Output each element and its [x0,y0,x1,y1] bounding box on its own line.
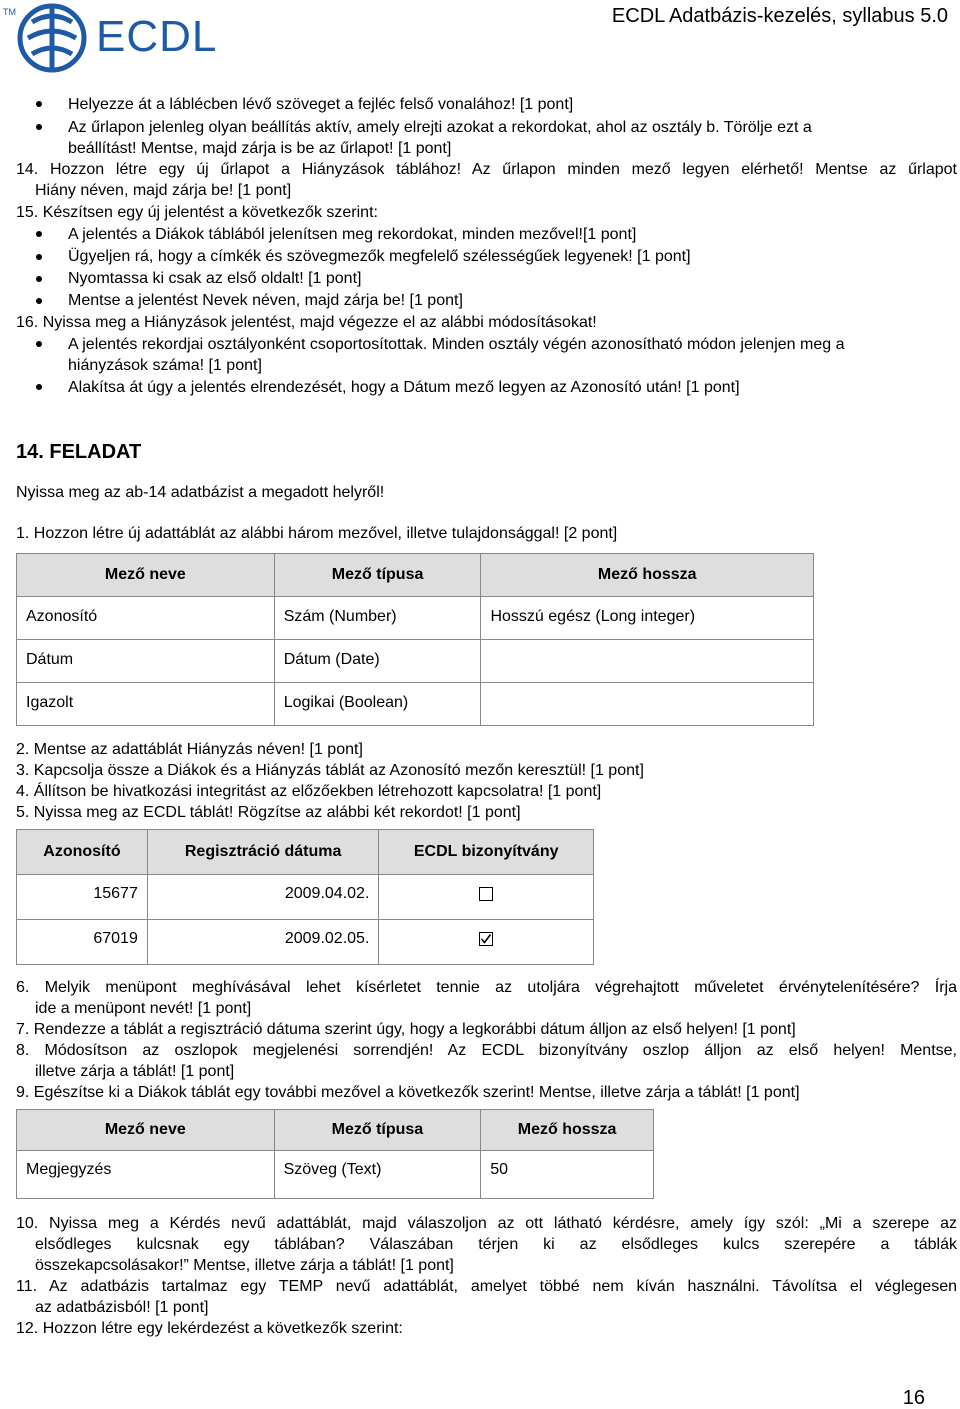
section-intro: Nyissa meg az ab-14 adatbázist a megadott helyről! [16,484,385,501]
extra-field-table [16,1109,654,1199]
table-cell: Megjegyzés [17,1151,275,1199]
table-cell: Azonosító [17,597,275,640]
question-10: 10. Nyissa meg a Kérdés nevű adattáblát, majd válaszoljon az ott látható kérdésre, amely így szól: „Mi a szerepe az [16,1215,957,1232]
table-row [17,640,814,683]
question-10-continuation: elsődleges kulcsnak egy táblában? Válaszában térjen ki az elsődleges kulcs szerepére a táblák [35,1236,957,1253]
bullet-icon [36,254,42,260]
table-cell [481,683,814,726]
list-item: Alakítsa át úgy a jelentés elrendezését, hogy a Dátum mező legyen az Azonosító után! [1 pont] [68,379,740,396]
table-cell [379,920,594,965]
task-15: 15. Készítsen egy új jelentést a következők szerint: [16,204,378,221]
table-cell: Szám (Number) [274,597,481,640]
checked-checkbox-icon[interactable] [479,932,493,946]
table-row [17,920,594,965]
table-cell: 50 [481,1151,654,1199]
table-row [17,683,814,726]
table-cell: 67019 [17,920,148,965]
bullet-icon [36,101,42,107]
question-9: 9. Egészítse ki a Diákok táblát egy további mezővel a következők szerint! Mentse, illetve zárja a táblát! [1 pont] [16,1084,800,1101]
question-7: 7. Rendezze a táblát a regisztráció dátuma szerint úgy, hogy a legkorábbi dátum álljon az első helyen! [1 pont] [16,1021,796,1038]
table-row [17,875,594,920]
table-header-cell: Mező típusa [274,554,481,597]
question-6: 6. Melyik menüpont meghívásával lehet kísérletet tennie az utoljára végrehajtott műveletet érvénytelenítésére? Írja [16,979,957,996]
list-item-continuation: beállítást! Mentse, majd zárja is be az űrlapot! [1 pont] [68,140,452,157]
question-2: 2. Mentse az adattáblát Hiányzás néven! [1 pont] [16,741,363,758]
table-header-cell: Mező hossza [481,1110,654,1151]
logo-text: ECDL [96,12,218,61]
question-5: 5. Nyissa meg az ECDL táblát! Rögzítse az alábbi két rekordot! [1 pont] [16,804,521,821]
table-cell: 2009.04.02. [147,875,379,920]
table-header-cell: Mező neve [17,554,275,597]
table-cell [379,875,594,920]
table-header-cell: Azonosító [17,830,148,875]
list-item: A jelentés rekordjai osztályonként csoportosítottak. Minden osztály végén azonosítható módon jelenjen meg a [68,336,845,353]
question-6-continuation: ide a menüpont nevét! [1 pont] [35,1000,252,1017]
list-item-continuation: hiányzások száma! [1 pont] [68,357,262,374]
question-4: 4. Állítson be hivatkozási integritást az előzőekben létrehozott kapcsolatra! [1 pont] [16,783,602,800]
fields-table [16,553,814,726]
table-header-cell: Mező neve [17,1110,275,1151]
question-11: 11. Az adatbázis tartalmaz egy TEMP nevű adattáblát, amelyet többé nem kíván használni. Távolítsa el véglegesen [16,1278,957,1295]
question-12: 12. Hozzon létre egy lekérdezést a következők szerint: [16,1320,403,1337]
table-cell: Dátum [17,640,275,683]
document-title: ECDL Adatbázis-kezelés, syllabus 5.0 [611,5,948,27]
table-header-cell: Regisztráció dátuma [147,830,379,875]
list-item: Ügyeljen rá, hogy a címkék és szövegmezők megfelelő szélességűek legyenek! [1 pont] [68,248,691,265]
table-header-cell: Mező típusa [274,1110,481,1151]
bullet-icon [36,276,42,282]
bullet-icon [36,384,42,390]
header [0,0,960,75]
list-item: A jelentés a Diákok táblából jelenítsen meg rekordokat, minden mezővel![1 pont] [68,226,637,243]
page-number: 16 [902,1387,925,1409]
task-14: 14. Hozzon létre egy új űrlapot a Hiányzások táblához! Az űrlapon minden mező legyen elérhető! Mentse az űrlapot [16,161,957,178]
bullet-icon [36,341,42,347]
table-cell: Igazolt [17,683,275,726]
question-11-continuation: az adatbázisból! [1 pont] [35,1299,209,1316]
table-row [17,1151,654,1199]
records-table [16,829,594,965]
bullet-icon [36,231,42,237]
table-row [17,597,814,640]
bullet-icon [36,298,42,304]
trademark-mark: TM [3,7,16,17]
list-item: Mentse a jelentést Nevek néven, majd zárja be! [1 pont] [68,292,463,309]
table-header-cell: ECDL bizonyítvány [379,830,594,875]
question-3: 3. Kapcsolja össze a Diákok és a Hiányzás táblát az Azonosító mezőn keresztül! [1 pont] [16,762,644,779]
question-10-continuation: összekapcsolásakor!” Mentse, illetve zárja a táblát! [1 pont] [35,1257,454,1274]
table-cell: 15677 [17,875,148,920]
ecdl-logo-icon [14,2,92,74]
section-heading: 14. FELADAT [16,441,142,463]
task-14-continuation: Hiány néven, majd zárja be! [1 pont] [35,182,292,199]
task-16: 16. Nyissa meg a Hiányzások jelentést, majd végezze el az alábbi módosításokat! [16,314,597,331]
table-cell: Hosszú egész (Long integer) [481,597,814,640]
table-cell: Szöveg (Text) [274,1151,481,1199]
list-item: Az űrlapon jelenleg olyan beállítás aktív, amely elrejti azokat a rekordokat, ahol az osztály b. Törölje ezt a [68,119,812,136]
table-cell: Logikai (Boolean) [274,683,481,726]
unchecked-checkbox-icon[interactable] [479,887,493,901]
table-cell: Dátum (Date) [274,640,481,683]
list-item: Nyomtassa ki csak az első oldalt! [1 pont] [68,270,362,287]
bullet-icon [36,124,42,130]
table-header-cell: Mező hossza [481,554,814,597]
list-item: Helyezze át a láblécben lévő szöveget a fejléc felső vonalához! [1 pont] [68,96,574,113]
question-8: 8. Módosítson az oszlopok megjelenési sorrendjén! Az ECDL bizonyítvány oszlop álljon az első helyen! Mentse, [16,1042,957,1059]
table-cell [481,640,814,683]
question-8-continuation: illetve zárja a táblát! [1 pont] [35,1063,235,1080]
question-1: 1. Hozzon létre új adattáblát az alábbi három mezővel, illetve tulajdonsággal! [2 pont] [16,525,618,542]
table-cell: 2009.02.05. [147,920,379,965]
